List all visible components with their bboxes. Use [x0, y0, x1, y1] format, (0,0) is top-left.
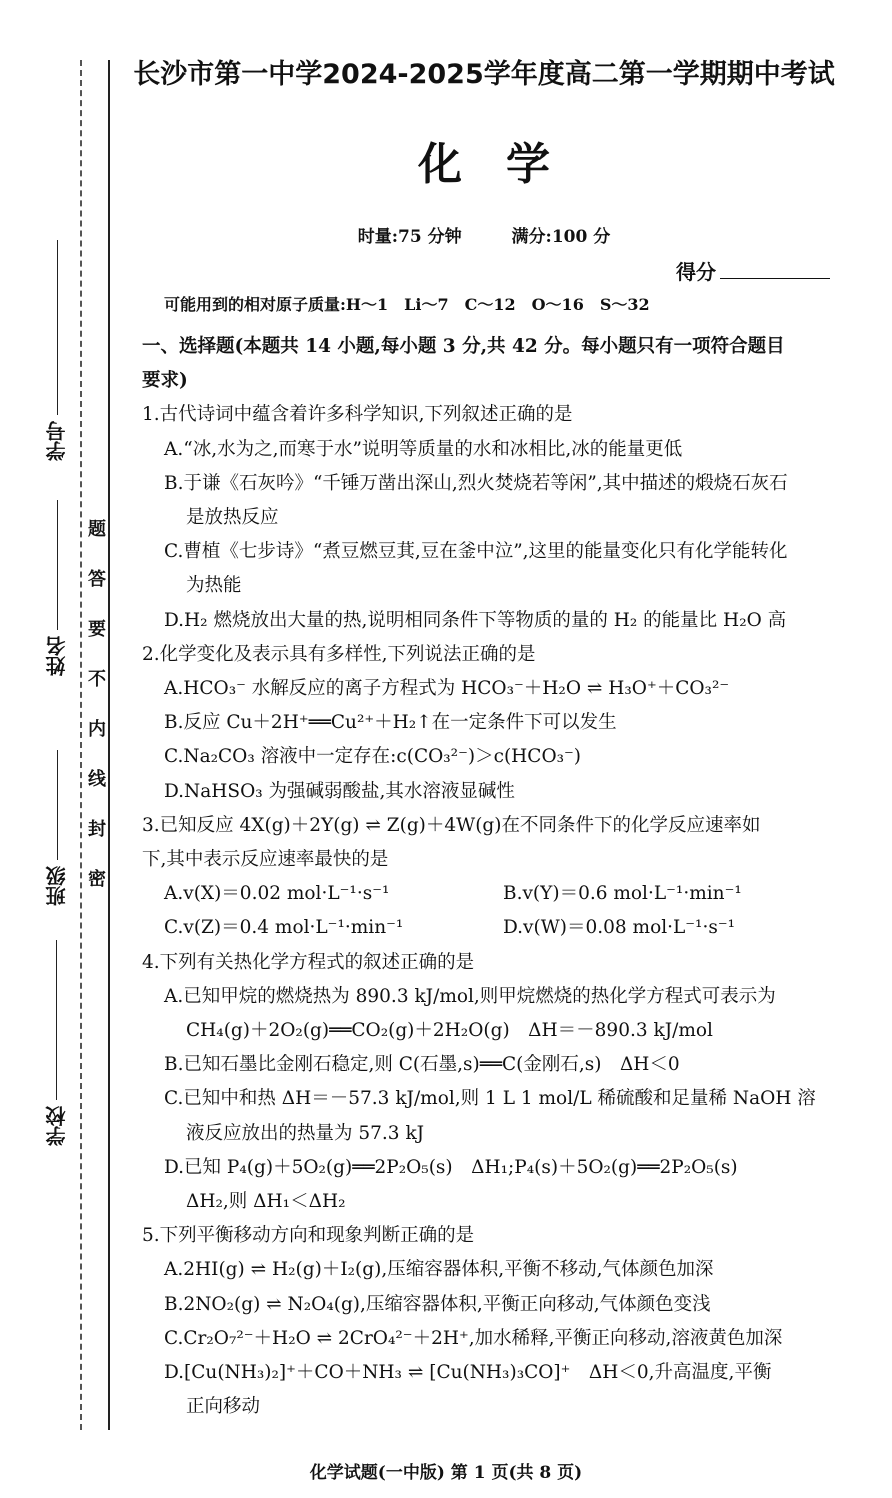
cut-dashed-line — [80, 60, 82, 1430]
option-d-cont: ΔH₂,则 ΔH₁＜ΔH₂ — [186, 1191, 346, 1213]
atomic-masses: 可能用到的相对原子质量:H～1 Li～7 C～12 O～16 S～32 — [164, 295, 650, 314]
seal-char: 要 — [88, 619, 106, 640]
seal-char: 线 — [88, 769, 106, 790]
name-label: 姓名 — [45, 636, 69, 676]
name-field[interactable] — [42, 500, 72, 676]
binding-solid-line — [108, 60, 110, 1430]
class-field[interactable] — [42, 750, 72, 906]
full-score: 满分:100 分 — [511, 227, 611, 247]
question-3 — [142, 809, 842, 946]
option-d[interactable]: D.v(W)＝0.08 mol·L⁻¹·s⁻¹ — [503, 917, 736, 939]
school-field[interactable] — [42, 1100, 72, 1146]
seal-char: 密 — [88, 869, 106, 890]
option-a[interactable]: A.HCO₃⁻ 水解反应的离子方程式为 HCO₃⁻＋H₂O ⇌ H₃O⁺＋CO₃²⁻ — [164, 678, 730, 700]
option-d[interactable]: D.[Cu(NH₃)₂]⁺＋CO＋NH₃ ⇌ [Cu(NH₃)₃CO]⁺ ΔH＜0,升高温度,平衡 — [164, 1362, 772, 1384]
question-stem: 2.化学变化及表示具有多样性,下列说法正确的是 — [142, 643, 536, 665]
seal-char: 内 — [88, 719, 106, 740]
score-blank[interactable] — [720, 278, 830, 279]
option-d[interactable]: D.已知 P₄(g)＋5O₂(g)══2P₂O₅(s) ΔH₁;P₄(s)＋5O₂(g)══2P₂O₅(s) — [164, 1156, 738, 1178]
option-c-cont: 液反应放出的热量为 57.3 kJ — [186, 1122, 425, 1144]
seal-notice — [86, 505, 108, 905]
option-d[interactable]: D.H₂ 燃烧放出大量的热,说明相同条件下等物质的量的 H₂ 的能量比 H₂O 高 — [164, 609, 787, 631]
exam-title: 长沙市第一中学2024-2025学年度高二第一学期期中考试 — [133, 59, 835, 90]
option-a[interactable]: A.v(X)＝0.02 mol·L⁻¹·s⁻¹ — [164, 883, 390, 905]
subject-title: 化 学 — [418, 139, 550, 190]
option-b[interactable]: B.v(Y)＝0.6 mol·L⁻¹·min⁻¹ — [503, 883, 742, 905]
student-id-label: 学号 — [45, 421, 69, 461]
question-5 — [142, 1219, 842, 1424]
question-2 — [142, 638, 842, 809]
option-c[interactable]: C.已知中和热 ΔH＝－57.3 kJ/mol,则 1 L 1 mol/L 稀硫酸和足量稀 NaOH 溶 — [164, 1088, 816, 1110]
option-c[interactable]: C.Na₂CO₃ 溶液中一定存在:c(CO₃²⁻)＞c(HCO₃⁻) — [164, 746, 582, 768]
option-c[interactable]: C.Cr₂O₇²⁻＋H₂O ⇌ 2CrO₄²⁻＋2H⁺,加水稀释,平衡正向移动,溶液黄色加深 — [164, 1327, 783, 1349]
option-a-cont: CH₄(g)＋2O₂(g)══CO₂(g)＋2H₂O(g) ΔH＝－890.3 kJ/mol — [186, 1020, 713, 1042]
option-c[interactable]: C.v(Z)＝0.4 mol·L⁻¹·min⁻¹ — [164, 917, 404, 939]
question-stem: 4.下列有关热化学方程式的叙述正确的是 — [142, 951, 475, 973]
option-d-cont: 正向移动 — [186, 1396, 261, 1418]
binding-margin — [0, 0, 120, 1498]
option-d[interactable]: D.NaHSO₃ 为强碱弱酸盐,其水溶液显碱性 — [164, 780, 515, 802]
class-label: 班级 — [45, 866, 69, 906]
section-heading-cont: 要求) — [142, 370, 188, 392]
question-stem: 3.已知反应 4X(g)＋2Y(g) ⇌ Z(g)＋4W(g)在不同条件下的化学反应速率如 — [142, 814, 761, 836]
school-field-line — [56, 940, 57, 1100]
option-a[interactable]: A.2HI(g) ⇌ H₂(g)＋I₂(g),压缩容器体积,平衡不移动,气体颜色加深 — [164, 1259, 714, 1281]
seal-char: 题 — [88, 519, 106, 540]
school-label: 学校 — [45, 1106, 69, 1146]
score-label: 得分 — [676, 260, 716, 284]
seal-char: 不 — [88, 669, 106, 690]
option-row — [142, 877, 842, 911]
score-field[interactable] — [676, 256, 830, 285]
option-a[interactable]: A.已知甲烷的燃烧热为 890.3 kJ/mol,则甲烷燃烧的热化学方程式可表示为 — [164, 985, 776, 1007]
question-stem-cont: 下,其中表示反应速率最快的是 — [142, 849, 389, 871]
section-heading: 一、选择题(本题共 14 小题,每小题 3 分,共 42 分。每小题只有一项符合题目 — [142, 336, 785, 357]
question-stem: 1.古代诗词中蕴含着许多科学知识,下列叙述正确的是 — [142, 404, 573, 426]
question-4 — [142, 946, 842, 1220]
option-b[interactable]: B.于谦《石灰吟》“千锤万凿出深山,烈火焚烧若等闲”,其中描述的煅烧石灰石 — [164, 472, 788, 494]
time-limit: 时量:75 分钟 — [357, 227, 462, 247]
option-b[interactable]: B.已知石墨比金刚石稳定,则 C(石墨,s)══C(金刚石,s) ΔH＜0 — [164, 1054, 680, 1076]
question-1 — [142, 398, 842, 637]
seal-char: 答 — [88, 569, 106, 590]
question-stem: 5.下列平衡移动方向和现象判断正确的是 — [142, 1225, 475, 1247]
option-c-cont: 为热能 — [186, 575, 242, 597]
student-id-field[interactable] — [42, 240, 72, 461]
option-row — [142, 911, 842, 945]
exam-meta — [128, 222, 840, 247]
option-c[interactable]: C.曹植《七步诗》“煮豆燃豆萁,豆在釜中泣”,这里的能量变化只有化学能转化 — [164, 541, 788, 563]
questions-area — [142, 330, 842, 1425]
option-b-cont: 是放热反应 — [186, 507, 279, 529]
option-a[interactable]: A.“冰,水为之,而寒于水”说明等质量的水和冰相比,冰的能量更低 — [164, 438, 683, 460]
seal-char: 封 — [88, 819, 106, 840]
page-footer: 化学试题(一中版) 第 1 页(共 8 页) — [309, 1463, 583, 1483]
option-b[interactable]: B.2NO₂(g) ⇌ N₂O₄(g),压缩容器体积,平衡正向移动,气体颜色变浅 — [164, 1293, 711, 1315]
option-b[interactable]: B.反应 Cu＋2H⁺══Cu²⁺＋H₂↑在一定条件下可以发生 — [164, 712, 617, 734]
